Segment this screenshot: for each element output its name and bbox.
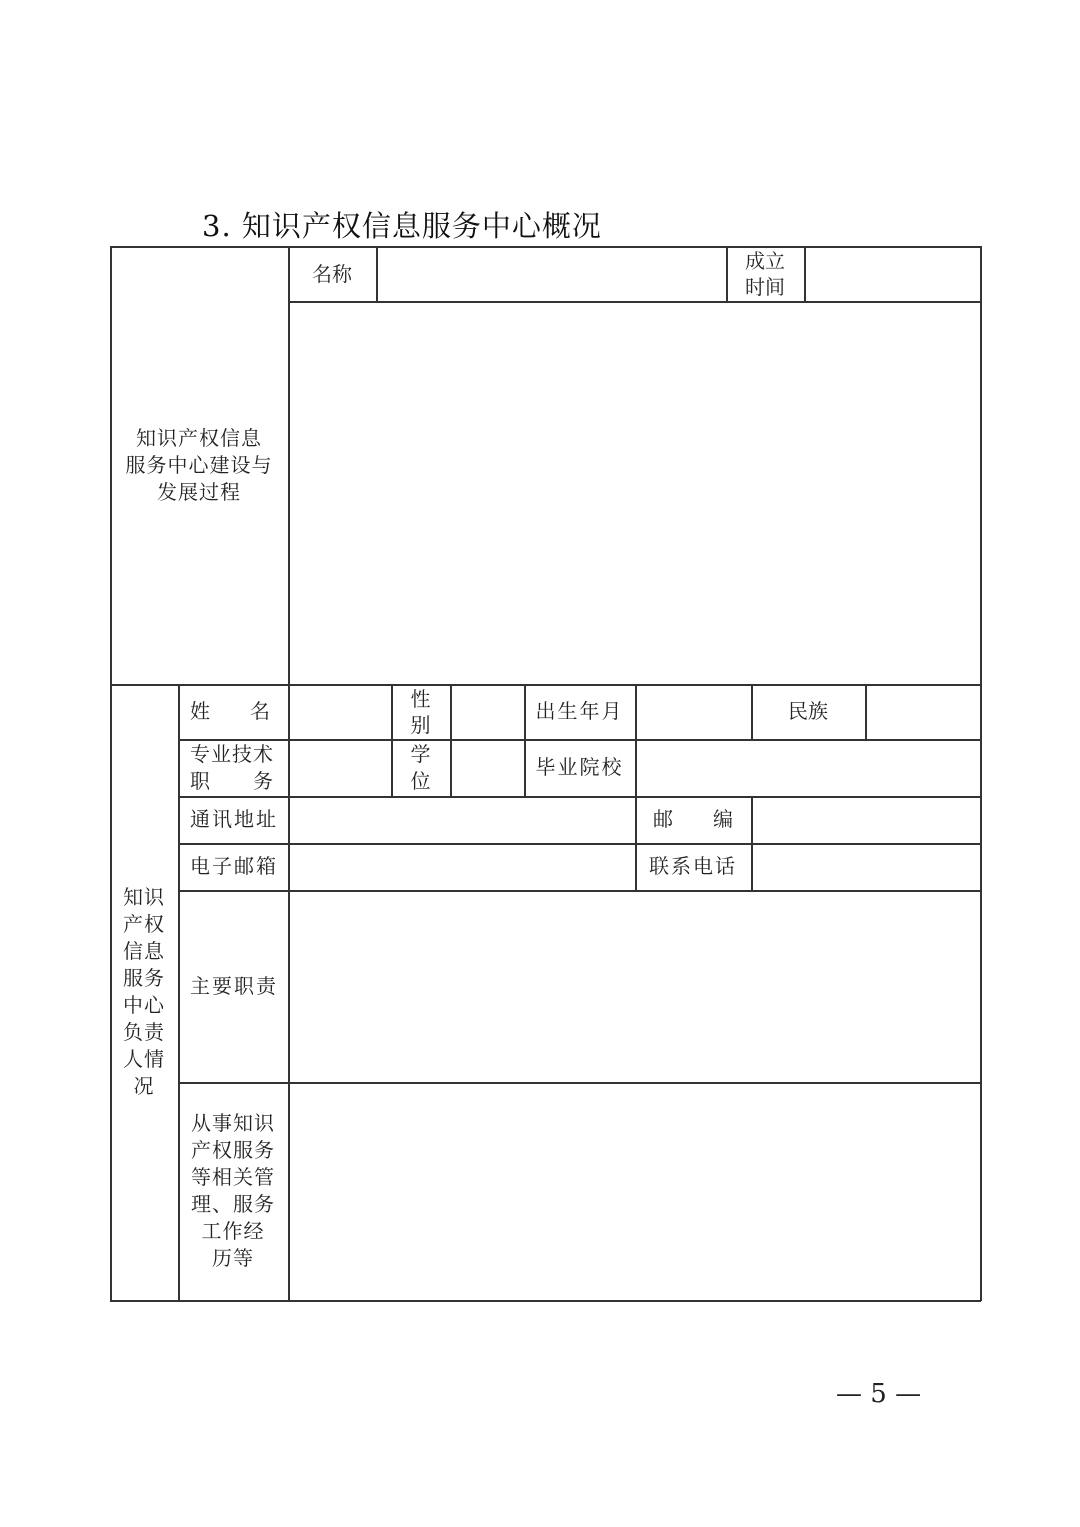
established-time-field[interactable] — [804, 246, 980, 302]
ethnicity-field[interactable] — [865, 684, 980, 739]
main-duties-label: 主要职责 — [190, 973, 278, 998]
work-experience-label: 从事知识 产权服务 等相关管 理、服务 工作经 历等 — [191, 1111, 275, 1270]
ethnicity-label: 民族 — [788, 699, 828, 723]
construction-history-field[interactable] — [288, 301, 980, 684]
postcode-label: 邮 编 — [653, 807, 733, 831]
email-field[interactable] — [288, 843, 635, 890]
page-number: — 5 — — [836, 1379, 922, 1409]
person-in-charge-label: 知识 产权 信息 服务 中心 负责 人情 况 — [123, 885, 165, 1098]
table-border-right — [980, 246, 982, 1301]
degree-label: 学 位 — [410, 741, 431, 793]
birth-date-field[interactable] — [635, 684, 751, 739]
main-duties-field[interactable] — [288, 890, 980, 1082]
email-label: 电子邮箱 — [190, 854, 278, 878]
professional-title-label: 专业技术 职 务 — [190, 741, 274, 793]
work-experience-field[interactable] — [288, 1082, 980, 1300]
graduate-school-field[interactable] — [635, 739, 980, 796]
table-border-bottom — [110, 1300, 981, 1302]
person-name-label: 姓 名 — [190, 699, 270, 723]
graduate-school-label: 毕业院校 — [535, 755, 624, 779]
name-label: 名称 — [312, 261, 352, 286]
section-title: 3. 知识产权信息服务中心概况 — [202, 209, 602, 243]
gender-field[interactable] — [450, 684, 524, 739]
degree-field[interactable] — [450, 739, 524, 796]
phone-field[interactable] — [751, 843, 980, 890]
person-name-field[interactable] — [288, 684, 391, 739]
birth-date-label: 出生年月 — [535, 699, 624, 723]
construction-history-label: 知识产权信息 服务中心建设与 发展过程 — [125, 425, 273, 504]
address-field[interactable] — [288, 796, 635, 843]
name-field[interactable] — [376, 246, 726, 302]
professional-title-field[interactable] — [288, 739, 391, 796]
phone-label: 联系电话 — [649, 854, 737, 878]
established-time-label: 成立 时间 — [745, 249, 785, 299]
postcode-field[interactable] — [751, 796, 980, 843]
gender-label: 性 别 — [410, 686, 431, 737]
address-label: 通讯地址 — [190, 807, 278, 831]
